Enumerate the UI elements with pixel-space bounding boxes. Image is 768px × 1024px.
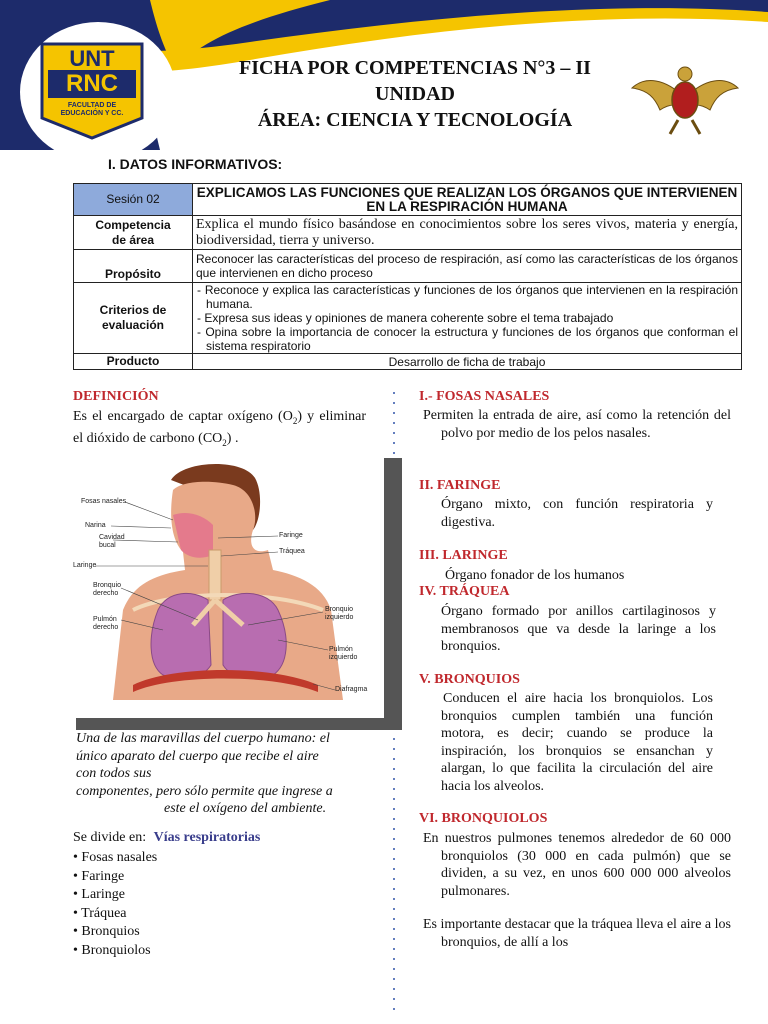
- table-row: [74, 354, 742, 370]
- heading-bronquios: V. BRONQUIOS: [419, 672, 520, 687]
- table-row: [74, 250, 742, 283]
- university-eagle-emblem: [630, 58, 740, 138]
- label-diafragma: Diafragma: [335, 686, 368, 693]
- table-row: [74, 184, 742, 216]
- logo-text-unt: UNT: [69, 46, 115, 71]
- quote-line: este el oxígeno del ambiente.: [164, 801, 327, 816]
- competencia-label-2: de área: [111, 232, 155, 247]
- decorative-bar: [76, 718, 402, 730]
- respiratory-system-diagram: [73, 460, 373, 708]
- label-pulmon-derecho: Pulmón: [93, 616, 117, 623]
- label-cavidad: Cavidad: [99, 534, 125, 541]
- title-line-1: FICHA POR COMPETENCIAS N°3 – II: [239, 57, 591, 79]
- proposito-text: Reconocer las características del proceso de respiración, así como las características de los órganos que intervienen en dicho proceso: [193, 250, 742, 283]
- label-narina: Narina: [85, 522, 106, 529]
- label-bucal: bucal: [99, 542, 116, 549]
- criterio-item: - Expresa sus ideas y opiniones de manera coherente sobre el tema trabajado: [197, 311, 614, 325]
- diagram-labels: [73, 460, 373, 708]
- table-row: [74, 216, 742, 250]
- heading-laringe: III. LARINGE: [419, 548, 508, 563]
- heading-faringe: II. FARINGE: [419, 478, 501, 493]
- def-text-part: Es el encargado de captar oxígeno (O: [73, 409, 293, 424]
- section-heading-datos: I. DATOS INFORMATIVOS:: [108, 156, 283, 172]
- text-traquea: Órgano formado por anillos cartilaginosos y membranosos que va desde la laringe a los bronquios.: [441, 604, 716, 654]
- label-pulmon-izquierdo: Pulmón: [329, 646, 353, 653]
- heading-fosas-nasales: I.- FOSAS NASALES: [419, 389, 550, 404]
- list-item: • Bronquiolos: [73, 942, 151, 958]
- unt-rnc-logo: [38, 40, 146, 140]
- competencia-label-1: Competencia: [95, 217, 171, 232]
- def-text-part: ) y eliminar el dióxido de carbono (CO: [73, 409, 367, 447]
- divide-text: Se divide en:: [73, 830, 147, 845]
- definicion-heading: DEFINICIÓN: [73, 389, 159, 404]
- subscript: 2: [292, 415, 298, 426]
- text-fosas-nasales: Permiten la entrada de aire, así como la retención del polvo por medio de los pelos nasales.: [423, 408, 731, 441]
- definicion-text: [73, 408, 366, 453]
- quote-line: Una de las maravillas del cuerpo humano: el: [76, 731, 330, 746]
- logo-caption-1: FACULTAD DE: [67, 102, 117, 109]
- label-faringe: Faringe: [279, 532, 303, 539]
- criterio-item: - Opina sobre la importancia de conocer la estructura y funciones de los órganos que conforman el sistema respiratorio: [197, 325, 738, 353]
- subscript: 2: [222, 438, 227, 449]
- quote-line: con todos sus: [76, 766, 152, 781]
- session-title: EXPLICAMOS LAS FUNCIONES QUE REALIZAN LOS ÓRGANOS QUE INTERVIENEN EN LA RESPIRACIÓN HUMANA: [193, 184, 742, 216]
- logo-text-rnc: RNC: [66, 70, 118, 97]
- page-title: [180, 55, 650, 133]
- quote-block: [76, 730, 376, 818]
- column-divider-top: [392, 392, 396, 462]
- logo-caption-2: EDUCACIÓN Y CC.: [60, 110, 124, 117]
- label-fosas-nasales: Fosas nasales: [81, 498, 127, 505]
- label-derecho: derecho: [93, 624, 119, 631]
- table-row: [74, 283, 742, 354]
- text-faringe: Órgano mixto, con función respiratoria y digestiva.: [441, 497, 713, 530]
- list-item: • Bronquios: [73, 924, 140, 939]
- heading-traquea: IV. TRÁQUEA: [419, 584, 510, 599]
- label-bronquio-izquierdo: Bronquio: [325, 606, 354, 613]
- def-text-part: ) .: [226, 431, 239, 447]
- label-izquierdo: izquierdo: [325, 614, 354, 621]
- title-line-3: ÁREA: CIENCIA Y TECNOLOGÍA: [257, 109, 573, 131]
- decorative-bar: [384, 458, 402, 728]
- quote-line: único aparato del cuerpo que recibe el aire: [76, 748, 319, 764]
- logo-caption: [52, 102, 132, 118]
- quote-line: componentes, pero sólo permite que ingrese a: [76, 783, 333, 799]
- heading-bronquiolos: VI. BRONQUIOLOS: [419, 811, 548, 826]
- criterios-label-2: evaluación: [101, 318, 165, 332]
- session-label: Sesión 02: [74, 184, 193, 216]
- competencia-text: Explica el mundo físico basándose en conocimientos sobre los seres vivos, materia y energía, biodiversidad, tierra y universo.: [193, 216, 742, 250]
- criterios-list: [193, 283, 742, 354]
- proposito-label: Propósito: [74, 250, 193, 283]
- list-item: • Fosas nasales: [73, 850, 158, 865]
- info-table: [73, 183, 742, 370]
- vias-list: [73, 849, 157, 960]
- criterios-label: [74, 283, 193, 354]
- producto-text: Desarrollo de ficha de trabajo: [193, 354, 742, 370]
- divide-highlight: Vías respiratorias: [153, 830, 261, 845]
- criterio-item: - Reconoce y explica las características y funciones de los órganos que intervienen en la respiración humana.: [197, 283, 738, 311]
- list-item: • Faringe: [73, 868, 125, 884]
- label-bronquio-derecho: Bronquio: [93, 582, 122, 589]
- competencia-label: [74, 216, 193, 250]
- list-item: • Laringe: [73, 887, 125, 902]
- label-laringe: Laringe: [73, 562, 97, 569]
- text-bronquios: Conducen el aire hacia los bronquiolos. Los bronquios cumplen también una función motora, es decir; cuando se produce la inspiración, los bronquios se ensanchan y alargan, lo que facilita la circulación del aire hacia los alveolos.: [441, 691, 713, 794]
- title-line-2: UNIDAD: [375, 83, 455, 105]
- producto-label: Producto: [74, 354, 193, 370]
- label-traquea: Tráquea: [279, 548, 305, 555]
- text-conclusion: Es importante destacar que la tráquea lleva el aire a los bronquios, de allí a los: [423, 917, 731, 950]
- divide-line: [73, 830, 260, 846]
- column-divider-bottom: [392, 738, 396, 1018]
- criterios-label-1: Criterios de: [99, 303, 167, 317]
- list-item: • Tráquea: [73, 905, 127, 921]
- label-derecho: derecho: [93, 590, 119, 597]
- text-laringe: Órgano fonador de los humanos: [445, 568, 625, 583]
- text-bronquiolos: En nuestros pulmones tenemos alrededor de 60 000 bronquiolos (30 000 en cada pulmón) que se dividen, a su vez, en unos 600 000 000 alveolos pulmonares.: [423, 831, 731, 899]
- label-izquierdo: izquierdo: [329, 654, 358, 661]
